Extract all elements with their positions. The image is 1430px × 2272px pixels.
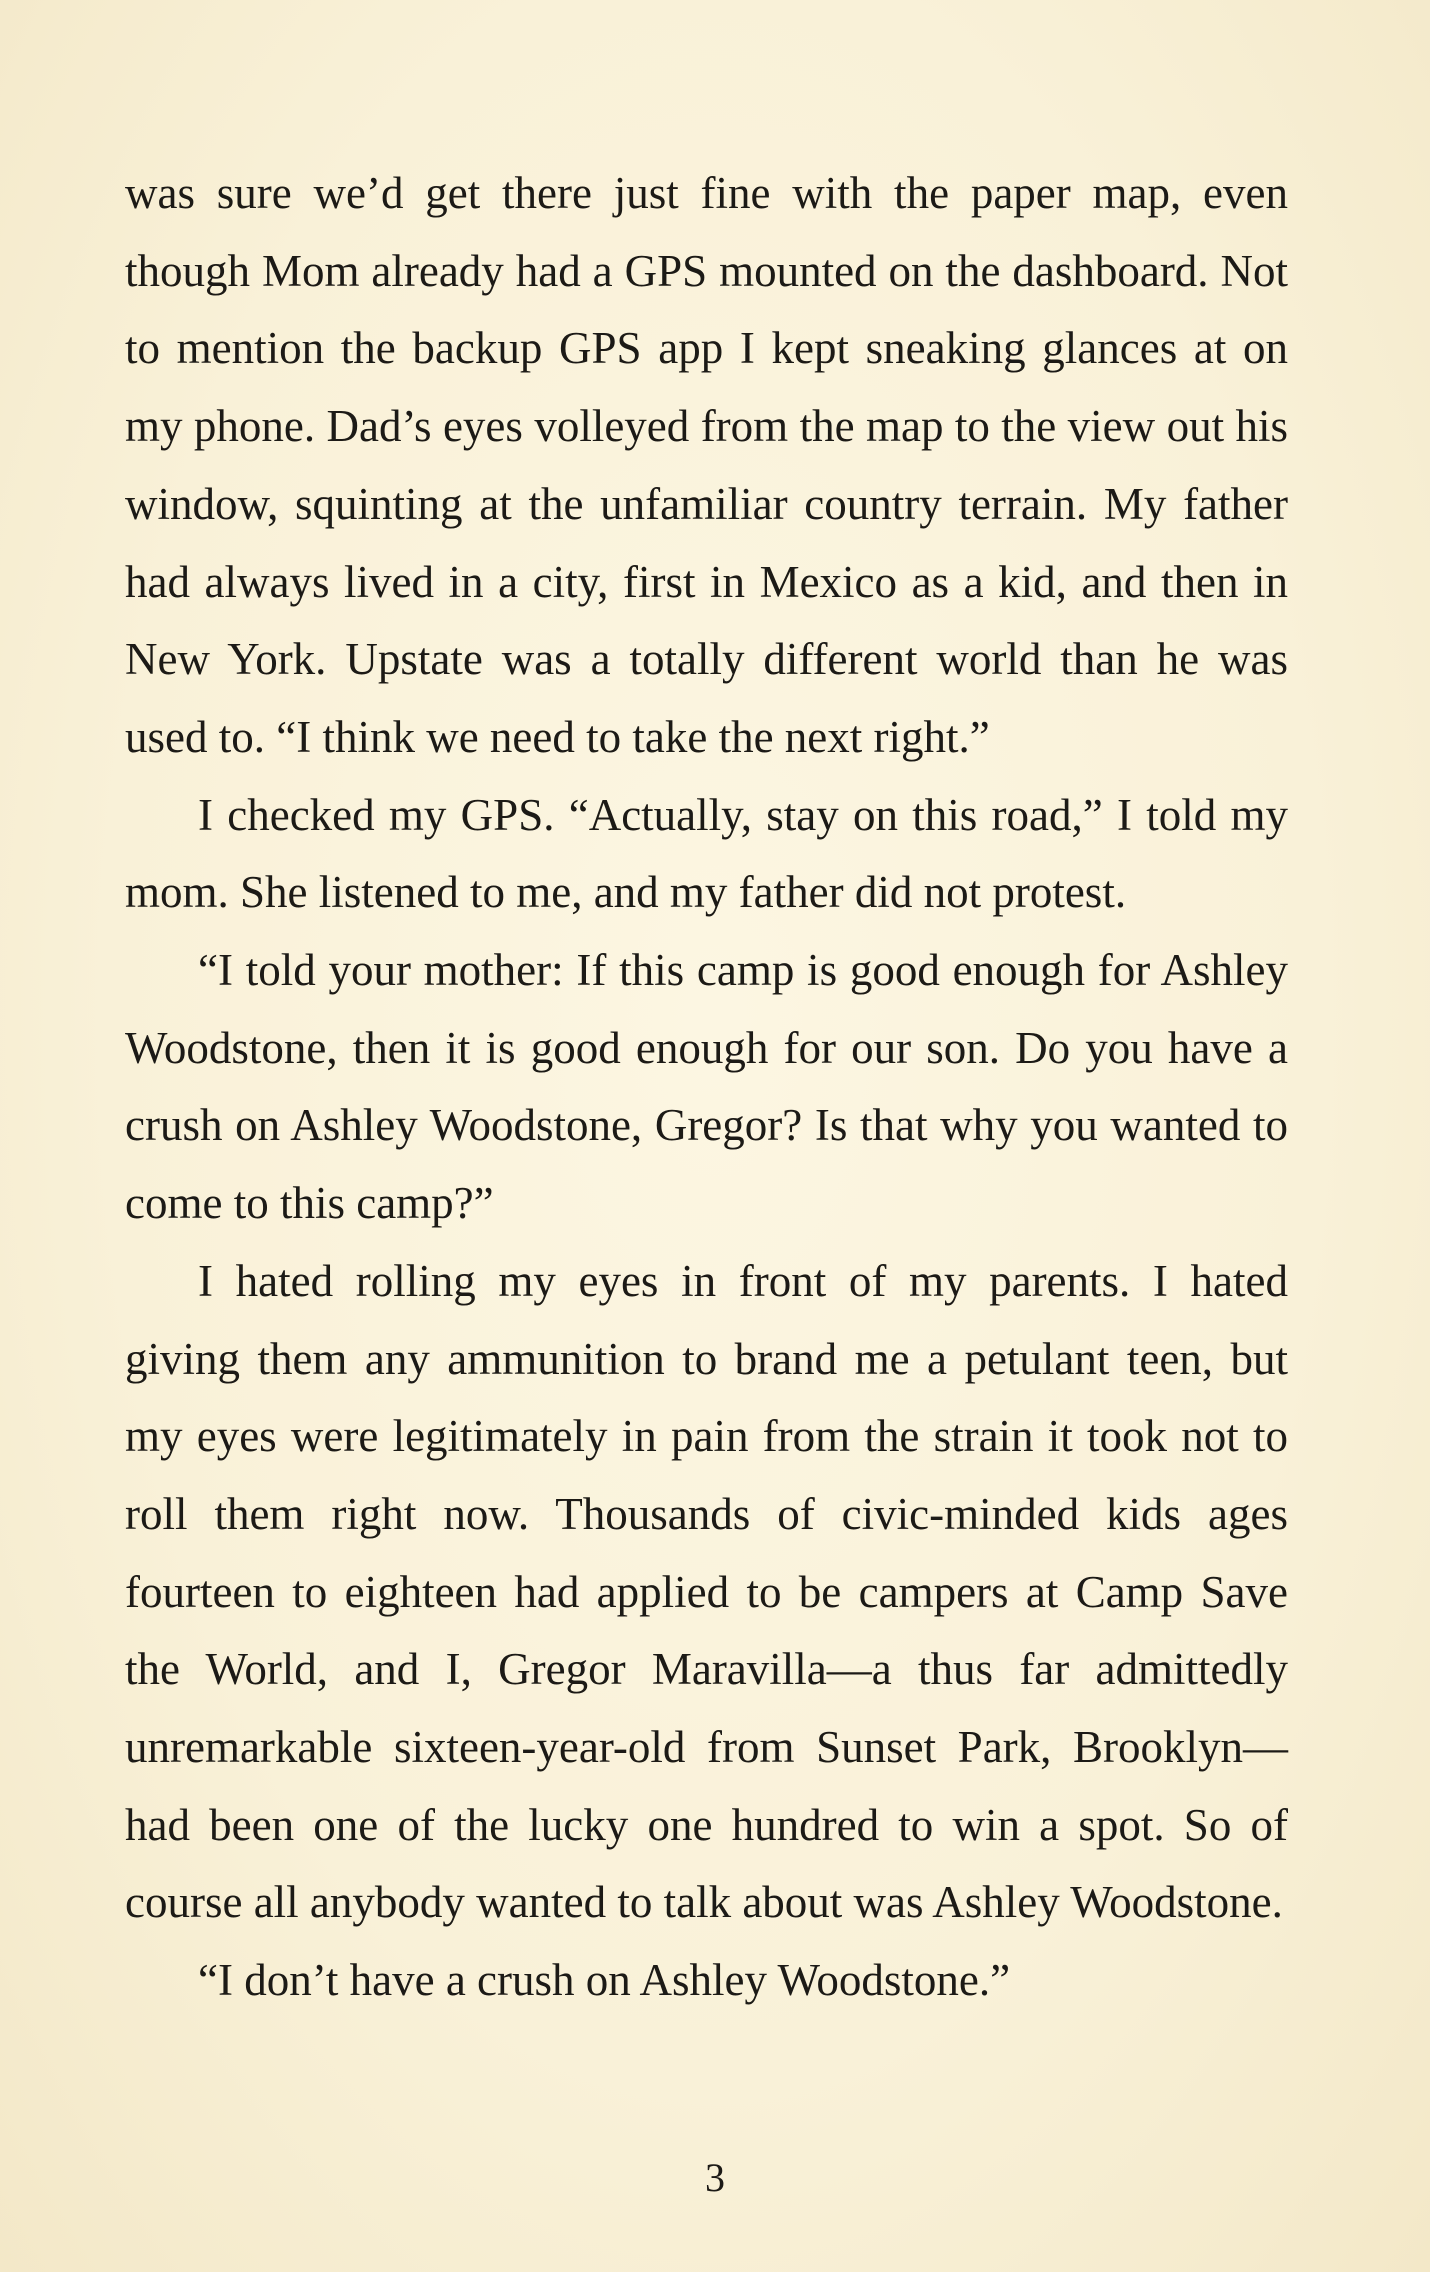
paragraph: was sure we’d get there just fine with the paper map, even though Mom already had a GPS mounted on the dashboard. Not to mention the backup GPS app I kept sneaking glances at on my phone. Dad’s eyes volleyed from the map to the view out his window, squinting at the unfamiliar country terrain. My father had always lived in a city, first in Mexico as a kid, and then in New York. Upstate was a totally different world than he was used to. “I think we need to take the next right.”	[125, 168, 1288, 762]
paragraph: “I don’t have a crush on Ashley Woodstone.”	[198, 1955, 1011, 2006]
paragraph: I hated rolling my eyes in front of my parents. I hated giving them any ammunition to brand me a petulant teen, but my eyes were legitimately in pain from the strain it took not to roll them right now. Thousands of civic-minded kids ages fourteen to eighteen had applied to be campers at Camp Save the World, and I, Gregor Maravilla—a thus far admittedly unremarkable sixteen-year-old from Sunset Park, Brooklyn—had been one of the lucky one hundred to win a spot. So of course all anybody wanted to talk about was Ashley Woodstone.	[125, 1255, 1288, 1928]
body-text	[125, 155, 1288, 2020]
paragraph: I checked my GPS. “Actually, stay on this road,” I told my mom. She listened to me, and my father did not protest.	[125, 789, 1288, 918]
page-number: 3	[705, 2155, 725, 2200]
paragraph: “I told your mother: If this camp is good enough for Ashley Woodstone, then it is good enough for our son. Do you have a crush on Ashley Woodstone, Gregor? Is that why you wanted to come to this camp?”	[125, 945, 1288, 1229]
